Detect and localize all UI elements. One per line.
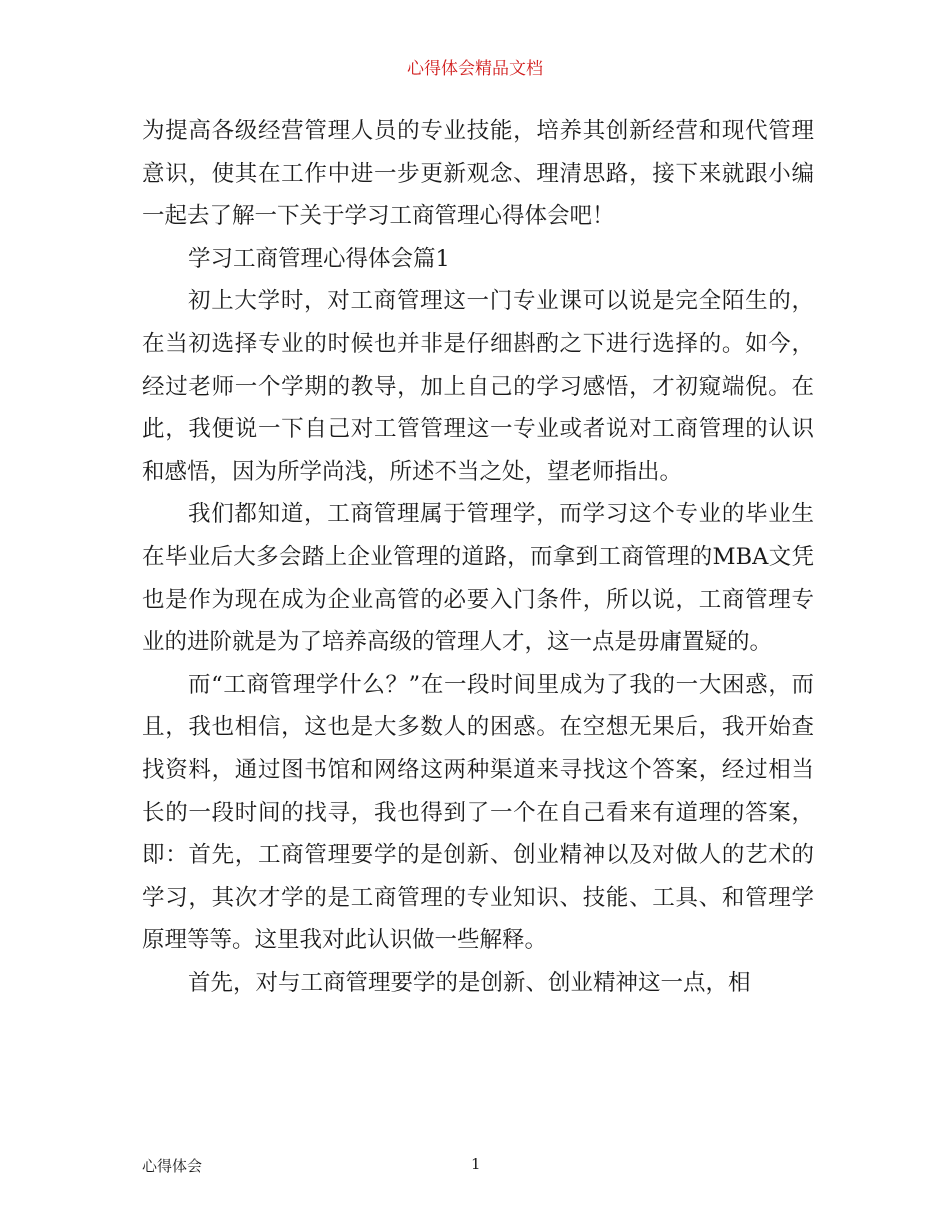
- section-heading: 学习工商管理心得体会篇1: [188, 245, 450, 272]
- document-body: [142, 110, 814, 1004]
- page-number: 1: [471, 1155, 481, 1173]
- body-paragraph: 初上大学时，对工商管理这一门专业课可以说是完全陌生的，在当初选择专业的时候也并非是仔细斟酌之下进行选择的。如今，经过老师一个学期的教导，加上自己的学习感悟，才初窥端倪。在此，我便说一下自己对工管管理这一专业或者说对工商管理的认识和感悟，因为所学尚浅，所述不当之处，望老师指出。: [142, 288, 814, 485]
- body-paragraph: 首先，对与工商管理要学的是创新、创业精神这一点，相: [188, 969, 751, 996]
- page-header-title: 心得体会精品文档: [407, 59, 543, 79]
- intro-paragraph: 为提高各级经营管理人员的专业技能，培养其创新经营和现代管理意识，使其在工作中进一步更新观念、理清思路，接下来就跟小编一起去了解一下关于学习工商管理心得体会吧！: [142, 118, 814, 230]
- body-paragraph: 而“工商管理学什么？”在一段时间里成为了我的一大困惑，而且，我也相信，这也是大多数人的困惑。在空想无果后，我开始查找资料，通过图书馆和网络这两种渠道来寻找这个答案，经过相当长的一段时间的找寻，我也得到了一个在自己看来有道理的答案，即：首先，工商管理要学的是创新、创业精神以及对做人的艺术的学习，其次才学的是工商管理的专业知识、技能、工具、和管理学原理等等。这里我对此认识做一些解释。: [142, 671, 814, 954]
- body-paragraph: 我们都知道，工商管理属于管理学，而学习这个专业的毕业生在毕业后大多会踏上企业管理的道路，而拿到工商管理的MBA文凭也是作为现在成为企业高管的必要入门条件，所以说，工商管理专业的进阶就是为了培养高级的管理人才，这一点是毋庸置疑的。: [142, 501, 814, 656]
- footer-label: 心得体会: [142, 1157, 203, 1175]
